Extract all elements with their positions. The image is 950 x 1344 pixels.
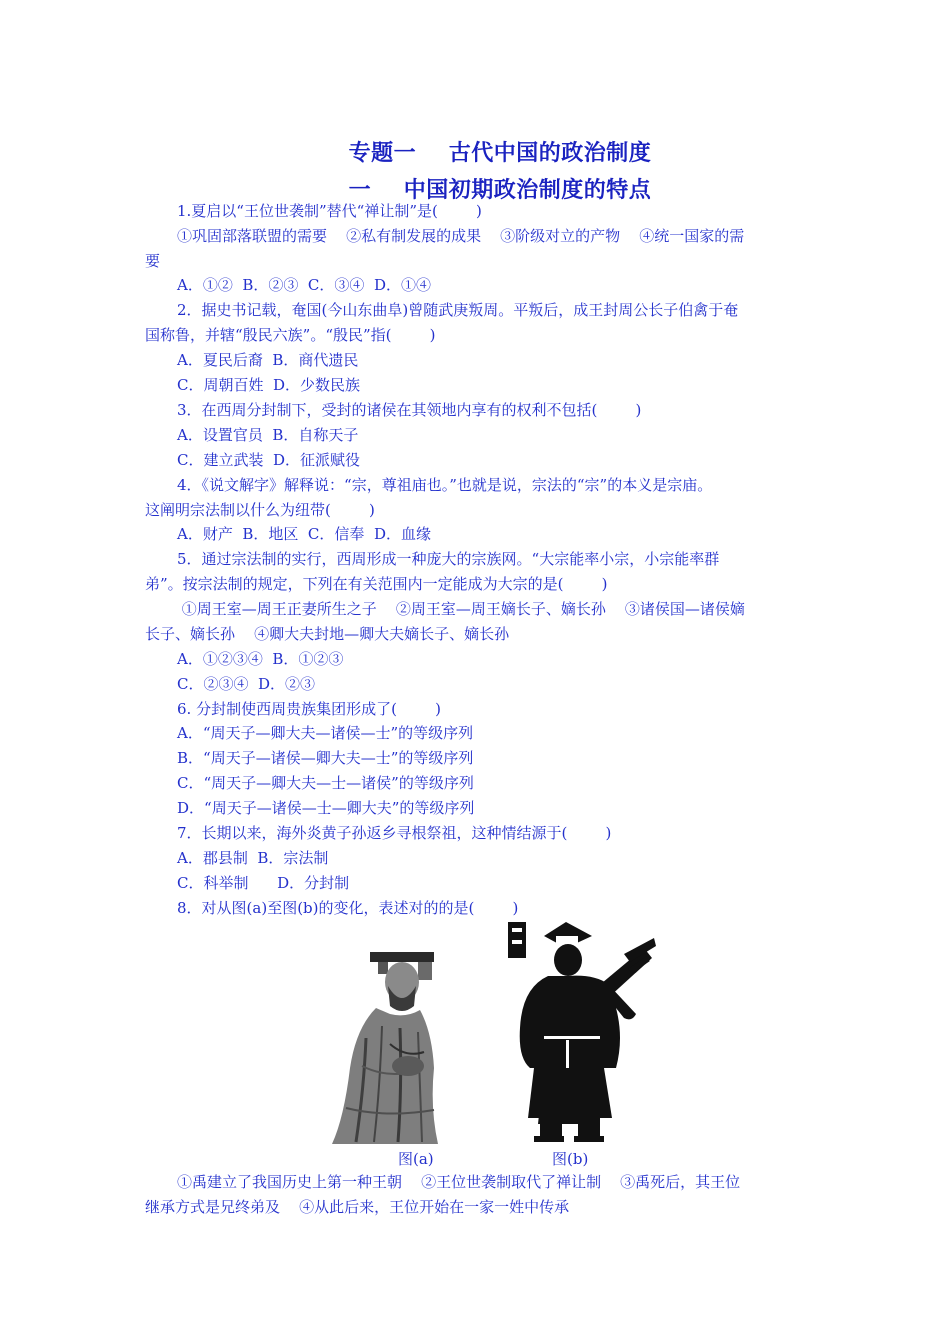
q7-choices-cd: C．科举制 D．分封制 <box>177 874 350 892</box>
q5-options-line1: ①周王室—周王正妻所生之子 ②周王室—周王嫡长子、嫡长孙 ③诸侯国—诸侯嫡 <box>177 600 745 618</box>
q3-stem: 3．在西周分封制下，受封的诸侯在其领地内享有的权利不包括( ) <box>177 401 642 419</box>
q4-choices: A．财产 B．地区 C．信奉 D．血缘 <box>177 525 431 543</box>
q3-choices-ab: A．设置官员 B．自称天子 <box>177 426 359 444</box>
q7-choices-ab: A．郡县制 B．宗法制 <box>177 849 329 867</box>
q8-stem: 8．对从图(a)至图(b)的变化，表述对的的是( ) <box>177 899 519 917</box>
q1-options-line1: ①巩固部落联盟的需要 ②私有制发展的成果 ③阶级对立的产物 ④统一国家的需 <box>177 227 745 245</box>
q4-stem-line1: 4．《说文解字》解释说：“宗，尊祖庙也。”也就是说，宗法的“宗”的本义是宗庙。 <box>177 476 713 494</box>
q7-stem: 7．长期以来，海外炎黄子孙返乡寻根祭祖，这种情结源于( ) <box>177 824 612 842</box>
q8-options-line1: ①禹建立了我国历史上第一种王朝 ②王位世袭制取代了禅让制 ③禹死后，其王位 <box>177 1173 741 1191</box>
q5-stem-line1: 5．通过宗法制的实行，西周形成一种庞大的宗族网。“大宗能率小宗，小宗能率群 <box>177 550 720 568</box>
q3-choices-cd: C．建立武装 D．征派赋役 <box>177 451 361 469</box>
figure-b-silhouette-image <box>504 918 660 1144</box>
page-title: 专题一 古代中国的政治制度 <box>348 140 652 166</box>
figure-a-king-image <box>326 948 446 1146</box>
q5-options-line2: 长子、嫡长孙 ④卿大夫封地—卿大夫嫡长子、嫡长孙 <box>145 625 510 643</box>
q1-choices: A．①② B．②③ C．③④ D．①④ <box>177 276 431 294</box>
figure-a-caption: 图(a) <box>398 1150 434 1168</box>
q5-choices-cd: C．②③④ D．②③ <box>177 675 316 693</box>
q6-choice-d: D．“周天子—诸侯—士—卿大夫”的等级序列 <box>177 799 475 817</box>
page-subtitle: 一 中国初期政治制度的特点 <box>348 177 652 203</box>
q1-stem: 1.夏启以“王位世袭制”替代“禅让制”是( ) <box>177 202 482 220</box>
q2-stem-line2: 国称鲁，并辖“殷民六族”。“殷民”指( ) <box>145 326 436 344</box>
q5-stem-line2: 弟”。按宗法制的规定，下列在有关范围内一定能成为大宗的是( ) <box>145 575 608 593</box>
q6-choice-a: A．“周天子—卿大夫—诸侯—士”的等级序列 <box>177 724 474 742</box>
q2-choices-ab: A．夏民后裔 B．商代遗民 <box>177 351 359 369</box>
q1-options-line2: 要 <box>145 252 161 270</box>
q2-stem-line1: 2．据史书记载，奄国(今山东曲阜)曾随武庚叛周。平叛后，成王封周公长子伯禽于奄 <box>177 301 739 319</box>
q6-choice-c: C．“周天子—卿大夫—士—诸侯”的等级序列 <box>177 774 474 792</box>
q6-choice-b: B．“周天子—诸侯—卿大夫—士”的等级序列 <box>177 749 474 767</box>
q8-options-line2: 继承方式是兄终弟及 ④从此后来，王位开始在一家一姓中传承 <box>145 1198 570 1216</box>
q2-choices-cd: C．周朝百姓 D．少数民族 <box>177 376 361 394</box>
q6-stem: 6. 分封制使西周贵族集团形成了( ) <box>177 700 441 718</box>
figure-b-caption: 图(b) <box>552 1150 589 1168</box>
q4-stem-line2: 这阐明宗法制以什么为纽带( ) <box>145 501 375 519</box>
q5-choices-ab: A．①②③④ B．①②③ <box>177 650 344 668</box>
